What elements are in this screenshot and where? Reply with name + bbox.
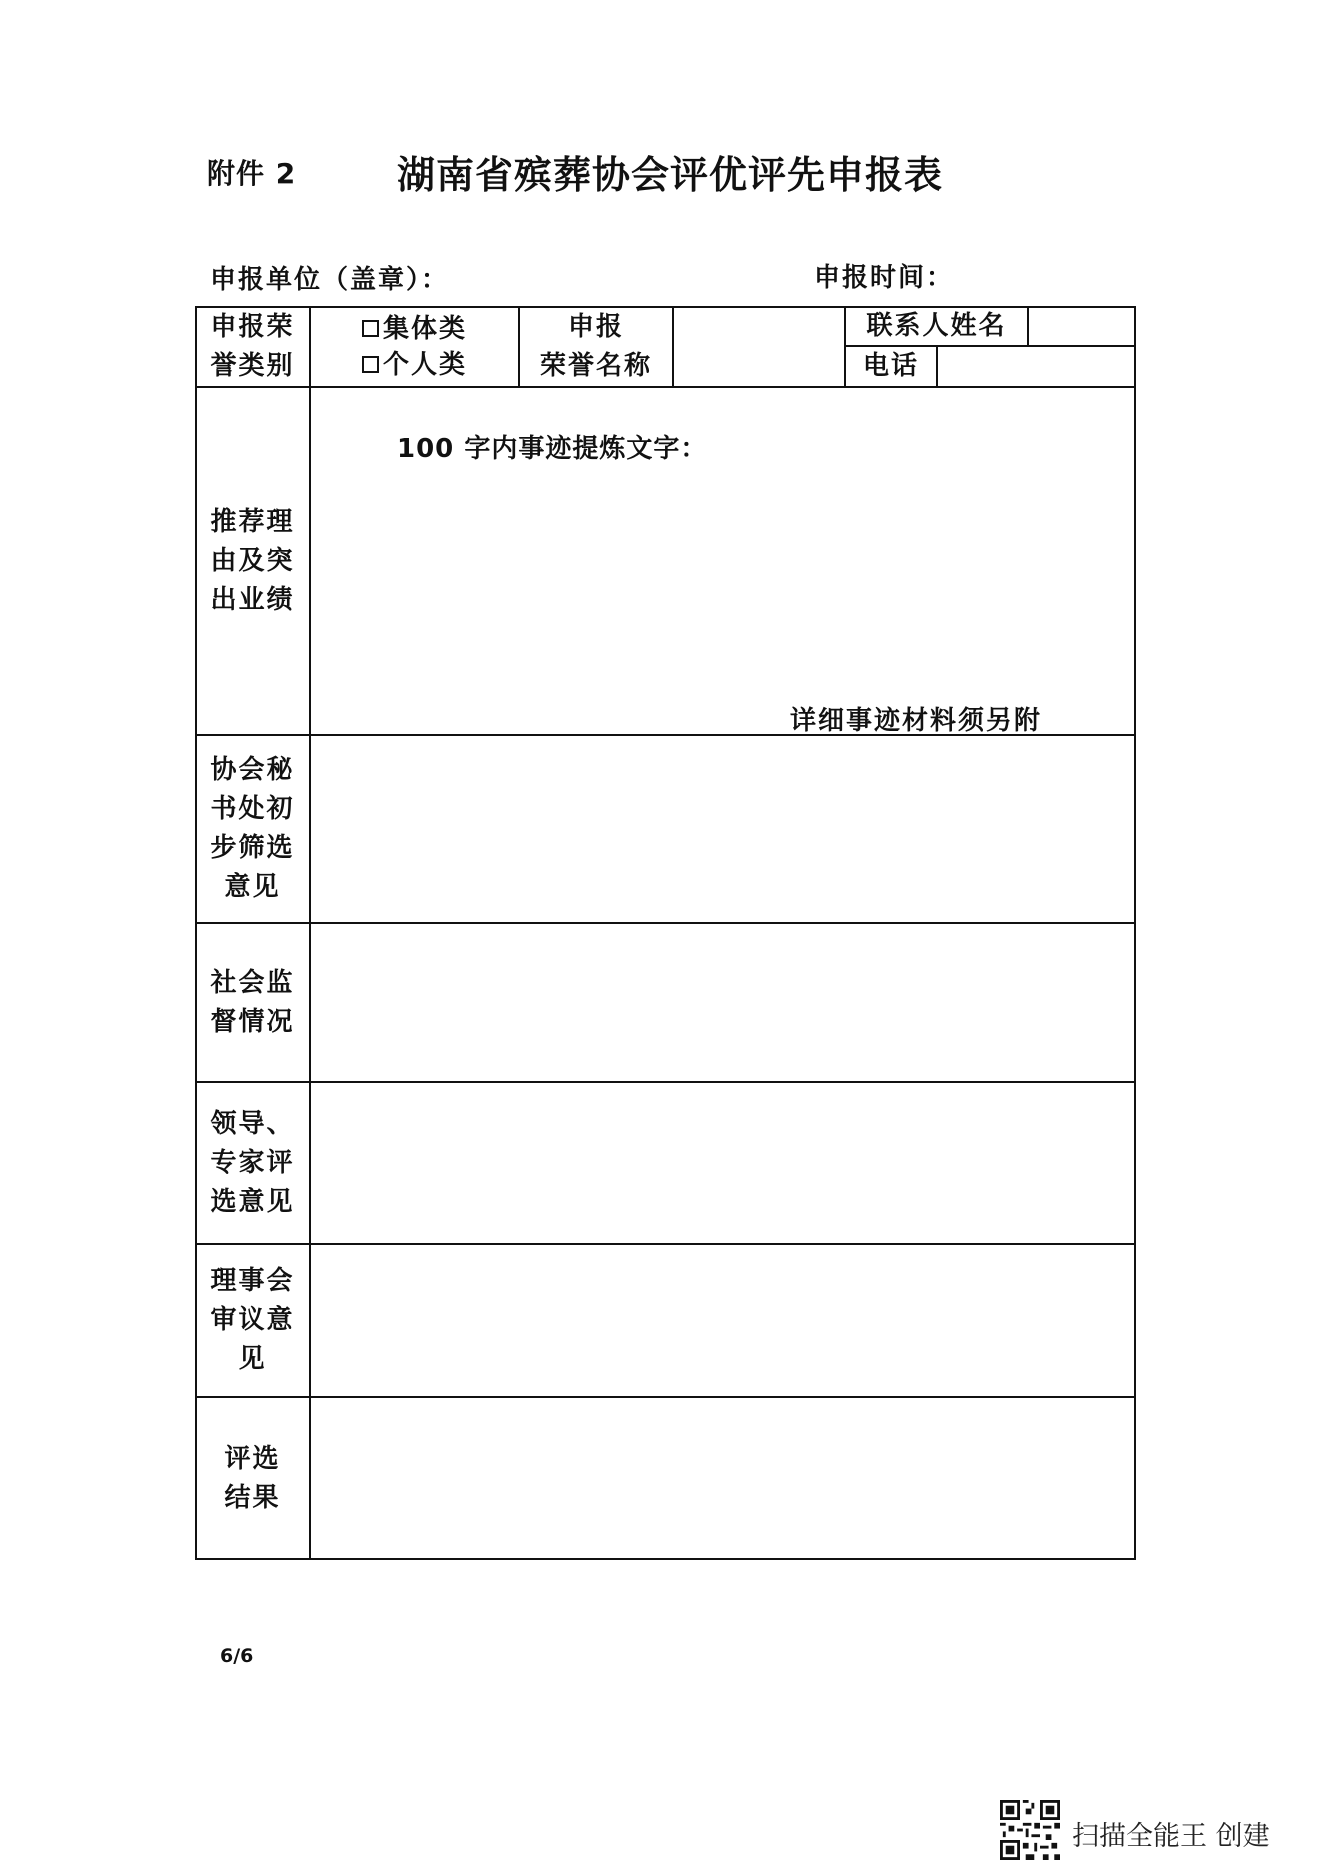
label-line: 协会秘 [210, 755, 295, 785]
attachment-note: 详细事迹材料须另附 [790, 706, 1043, 736]
qr-code-icon [1000, 1800, 1060, 1860]
row-divider [195, 1243, 1136, 1245]
label-line: 意见 [224, 872, 281, 902]
label-line: 审议意 [210, 1305, 295, 1335]
option-label: 个人类 [382, 349, 467, 380]
application-table [195, 306, 1136, 1560]
row-divider [195, 922, 1136, 924]
checkbox-icon [362, 356, 379, 373]
scanner-watermark: 扫描全能王 创建 [1072, 1821, 1270, 1852]
checkbox-icon [362, 320, 379, 337]
label-line: 专家评 [210, 1147, 295, 1178]
applicant-unit-label: 申报单位（盖章）： [210, 265, 450, 295]
label-line: 领导、 [210, 1108, 295, 1139]
honor-category-options [310, 306, 519, 387]
label-line: 评选 [224, 1443, 281, 1474]
label-line: 誉类别 [210, 350, 295, 381]
label-line: 督情况 [210, 1006, 295, 1037]
council-review-label [195, 1244, 310, 1397]
phone-label [845, 346, 937, 387]
row-divider [195, 1081, 1136, 1083]
contact-name-label [845, 306, 1028, 346]
label-line: 荣誉名称 [539, 350, 652, 381]
option-individual [362, 347, 467, 383]
label-line: 结果 [224, 1482, 281, 1513]
honor-name-label [519, 306, 673, 387]
page-number: 6/6 [220, 1645, 254, 1667]
honor-category-label [195, 306, 310, 387]
option-collective [362, 311, 467, 347]
label-line: 由及突 [210, 545, 295, 576]
public-supervision-label [195, 923, 310, 1082]
label-line: 步筛选 [210, 833, 295, 863]
label-line: 社会监 [210, 967, 295, 998]
page-title: 湖南省殡葬协会评优评先申报表 [397, 153, 944, 197]
phone-text: 电话 [862, 351, 919, 381]
label-line: 选意见 [210, 1186, 295, 1217]
label-line: 理事会 [210, 1266, 295, 1296]
label-line: 书处初 [210, 794, 295, 824]
secretariat-opinion-label [195, 735, 310, 923]
label-line: 见 [238, 1344, 267, 1374]
label-line: 申报 [567, 311, 624, 342]
selection-result-label [195, 1397, 310, 1560]
expert-opinion-label [195, 1082, 310, 1244]
contact-name-text: 联系人姓名 [866, 310, 1007, 341]
application-date-label: 申报时间： [814, 263, 955, 293]
recommendation-reason-label [195, 387, 310, 735]
label-line: 推荐理 [210, 506, 295, 537]
label-line: 申报荣 [210, 311, 295, 342]
option-label: 集体类 [382, 313, 467, 344]
attachment-label: 附件 2 [207, 157, 297, 190]
label-line: 出业绩 [210, 584, 295, 615]
row-divider [195, 1396, 1136, 1398]
summary-prompt: 100 字内事迹提炼文字： [397, 434, 708, 464]
